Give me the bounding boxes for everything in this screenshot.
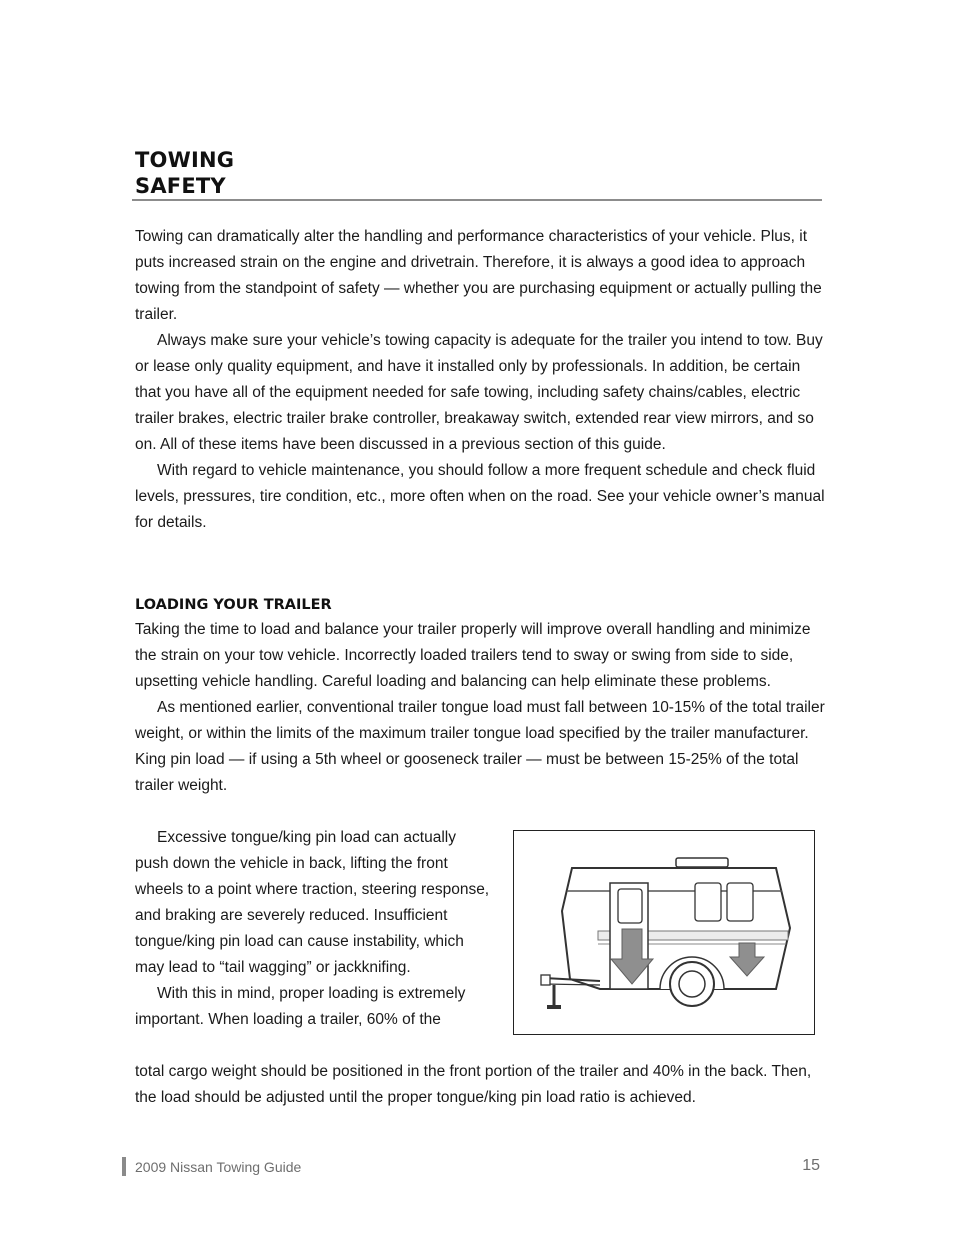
footer-guide-name: 2009 Nissan Towing Guide [135, 1159, 302, 1175]
page-title [135, 147, 234, 199]
side-window-2 [727, 883, 753, 921]
loading-paragraph-4-start: With this in mind, proper loading is extremely important. When loading a trailer, 60% of the [135, 985, 466, 1028]
loading-tail [135, 1059, 825, 1111]
loading-paragraph-3: Excessive tongue/king pin load can actually push down the vehicle in back, lifting the front wheels to a point where traction, steering response, and braking are severely reduced. Insufficient tongue/king pin load can cause instability, which may lead to “tail wagging” or jackknifing. [135, 829, 490, 976]
roof-vent [676, 858, 728, 867]
loading-section [135, 617, 825, 799]
title-divider [132, 199, 822, 201]
wheel-hub [679, 971, 705, 997]
hitch-coupler [541, 975, 550, 985]
side-window-1 [695, 883, 721, 921]
intro-paragraph-1: Towing can dramatically alter the handling and performance characteristics of your vehicle. Plus, it puts increased strain on the engine and drivetrain. Therefore, it is always a good idea to approach towing from the standpoint of safety — whether you are purchasing equipment or actually pulling the trailer. [135, 228, 822, 323]
title-line-2: SAFETY [135, 174, 226, 198]
loading-paragraph-2: As mentioned earlier, conventional trailer tongue load must fall between 10-15% of the total trailer weight, or within the limits of the maximum trailer tongue load specified by the trailer manufacturer. King pin load — if using a 5th wheel or gooseneck trailer — must be between 15-25% of the total trailer weight. [135, 699, 825, 794]
loading-paragraph-4-end: total cargo weight should be positioned in the front portion of the trailer and 40% in the back. Then, the load should be adjusted until the proper tongue/king pin load ratio is achieved. [135, 1063, 812, 1106]
loading-paragraph-1: Taking the time to load and balance your trailer properly will improve overall handling and minimize the strain on your tow vehicle. Incorrectly loaded trailers tend to sway or swing from side to side, upsetting vehicle handling. Careful loading and balancing can help eliminate these problems. [135, 621, 811, 690]
section-heading-loading: LOADING YOUR TRAILER [135, 597, 332, 613]
title-line-1: TOWING [135, 148, 235, 172]
door-window [618, 889, 642, 923]
page-number: 15 [802, 1157, 820, 1174]
loading-wrap-column [135, 825, 490, 1033]
jack-foot [547, 1005, 561, 1009]
trailer-load-figure [513, 830, 815, 1035]
trailer-illustration [514, 831, 814, 1034]
intro-paragraph-2: Always make sure your vehicle’s towing capacity is adequate for the trailer you intend to tow. Buy or lease only quality equipment, and have it installed only by professionals. In addition, be certain that you have all of the equipment needed for safe towing, including safety chains/cables, electric trailer brakes, electric trailer brake controller, breakaway switch, extended rear view mirrors, and so on. All of these items have been discussed in a previous section of this guide. [135, 332, 823, 453]
footer-bar [122, 1157, 126, 1176]
intro-paragraph-3: With regard to vehicle maintenance, you should follow a more frequent schedule and check fluid levels, pressures, tire condition, etc., more often when on the road. See your vehicle owner’s manual for details. [135, 462, 825, 531]
intro-section [135, 224, 825, 536]
